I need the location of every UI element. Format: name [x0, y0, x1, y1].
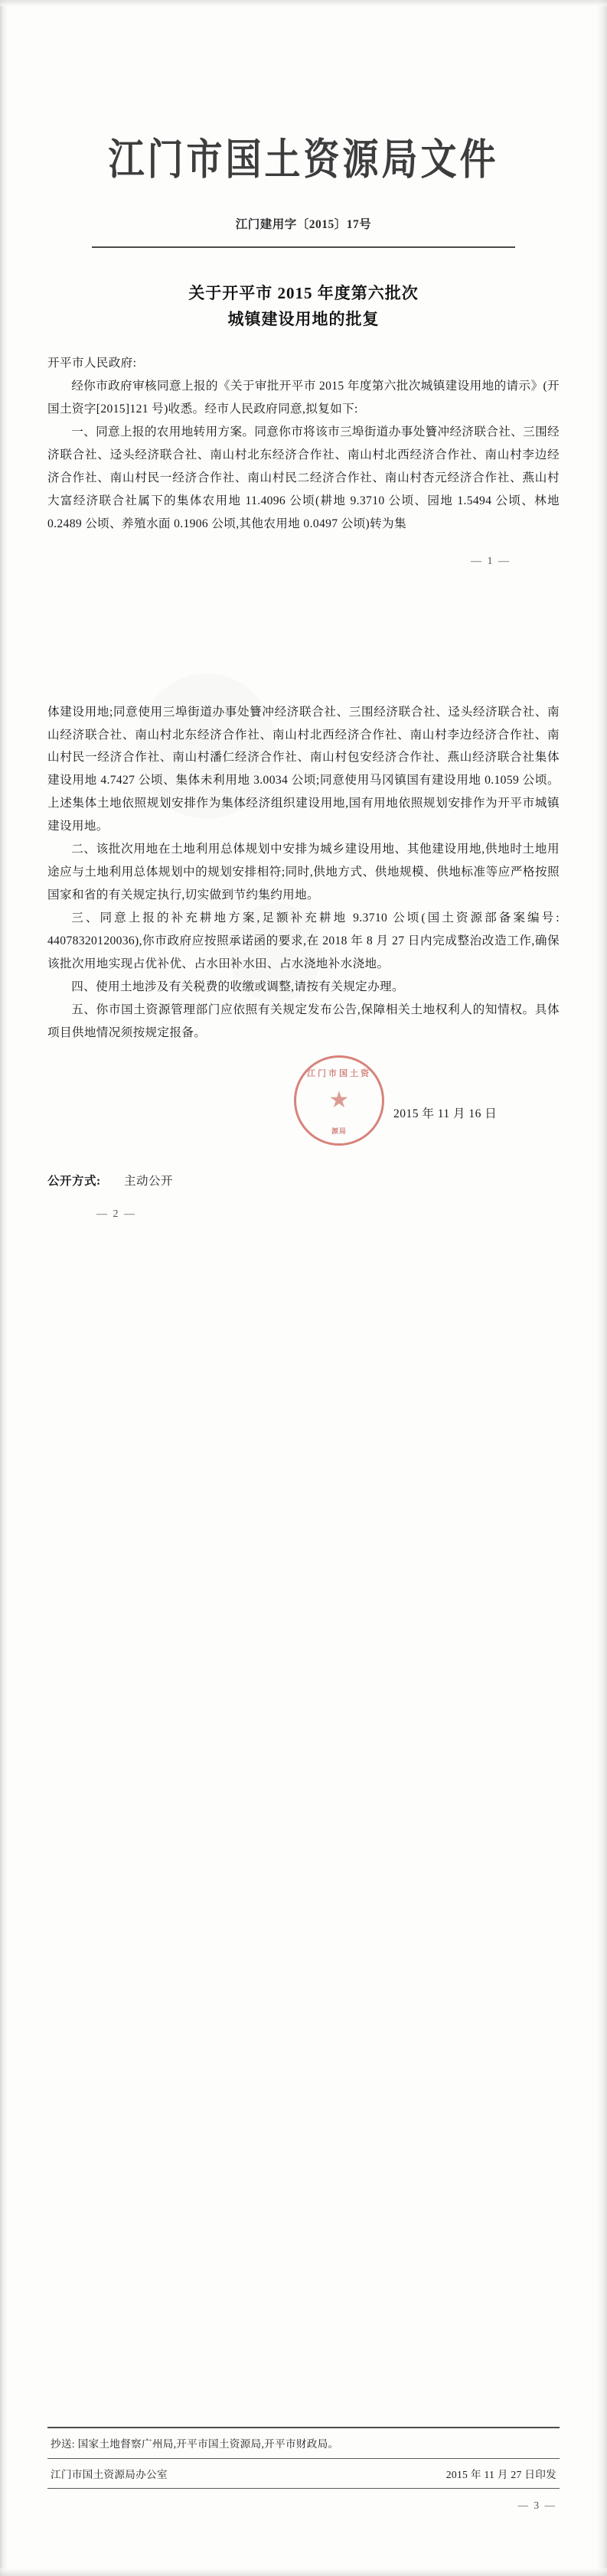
document-number: 江门建用字〔2015〕17号 — [235, 218, 372, 232]
official-red-seal — [294, 1055, 384, 1146]
issuing-authority-title: 江门市国土资源局文件 — [108, 137, 499, 184]
seal-and-date-row — [47, 1055, 560, 1156]
scan-edge-bottom — [0, 2568, 607, 2576]
masthead-divider-rule — [92, 246, 515, 248]
footer-cc-text: 抄送: 国家土地督察广州局,开平市国土资源局,开平市财政局。 — [51, 2438, 339, 2450]
disclosure-label: 公开方式: — [47, 1174, 101, 1188]
body-page-1 — [47, 352, 560, 536]
body-page-2 — [47, 701, 560, 1045]
footer-issue-date: 2015 年 11 月 27 日印发 — [445, 2469, 556, 2480]
footer-issuer: 江门市国土资源局办公室 — [51, 2469, 168, 2480]
article-1-paragraph: 一、同意上报的农用地转用方案。同意你市将该市三埠街道办事处籫冲经济联合社、三围经济联合社、迳头经济联合社、南山村北东经济合作社、南山村北西经济合作社、南山村李边经济合作社、南山村民一经济合作社、南山村民二经济合作社、南山村杏元经济合作社、燕山村大富经济联合社属下的集体农用地 11.4096 公顷(耕地 9.3710 公顷、园地 1.5494 公顷、林地 0.2489 公顷、养殖水面 0.1906 公顷,其他农用地 0.0497 公顷)转为集 — [47, 425, 560, 530]
article-2-paragraph: 二、该批次用地在土地利用总体规划中安排为城乡建设用地、其他建设用地,供地时土地用途应与土地利用总体规划中的规划安排相符;同时,供地方式、供地规模、供地标准等应严格按照国家和省的有关规定执行,切实做到节约集约用地。 — [47, 843, 560, 902]
salutation: 开平市人民政府: — [47, 357, 137, 370]
disclosure-value: 主动公开 — [124, 1174, 174, 1188]
page-1-footer-area — [47, 536, 560, 602]
masthead — [47, 0, 560, 184]
document-subject-title — [47, 280, 560, 332]
disclosure-row — [47, 1172, 560, 1189]
document-footer — [47, 2427, 560, 2512]
subject-line-2: 城镇建设用地的批复 — [227, 310, 380, 329]
page-marker-3: — 3 — — [517, 2499, 556, 2511]
issue-date: 2015 年 11 月 16 日 — [393, 1107, 498, 1120]
seal-star-icon: ★ — [328, 1087, 350, 1113]
page-2-footer-area — [47, 1189, 560, 1242]
article-4-paragraph: 四、使用土地涉及有关税费的收缴或调整,请按有关规定办理。 — [71, 980, 404, 993]
page-marker-2: — 2 — — [96, 1208, 136, 1220]
intro-paragraph: 经你市政府审核同意上报的《关于审批开平市 2015 年度第六批次城镇建设用地的请示》(开国土资字[2015]121 号)收悉。经市人民政府同意,拟复如下: — [47, 380, 560, 416]
seal-bottom-text: 源局 — [331, 1127, 347, 1135]
article-5-paragraph: 五、你市国土资源管理部门应依照有关规定发布公告,保障相关土地权利人的知情权。具体项目供地情况须按规定报备。 — [47, 1003, 560, 1039]
footer-issuer-row — [47, 2459, 560, 2488]
page-break-gap — [47, 602, 560, 701]
seal-inner-ring — [296, 1058, 382, 1143]
page-marker-1: — 1 — — [471, 555, 511, 567]
seal-top-text: 江门市国土资 — [307, 1068, 371, 1078]
article-3-paragraph: 三、同意上报的补充耕地方案,足额补充耕地 9.3710 公顷(国土资源部备案编号: 44078320120036),你市政府应按照承诺函的要求,在 2018 年 8 月 27 日内完成整治改造工作,确保该批次用地实现占优补优、占水田补水田、占水浇地补水浇地。 — [47, 911, 560, 970]
subject-line-1: 关于开平市 2015 年度第六批次 — [188, 284, 419, 303]
document-content — [0, 0, 607, 1242]
article-1-continuation: 体建设用地;同意使用三埠街道办事处籫冲经济联合社、三围经济联合社、迳头经济联合社、南山经济联合社、南山村北东经济合作社、南山村北西经济合作社、南山村李边经济合作社、南山村民一经济合作社、南山村潘仁经济合作社、南山村包安经济合作社、燕山经济联合社集体建设用地 4.7427 公顷、集体未利用地 3.0034 公顷;同意使用马冈镇国有建设用地 0.1059 公顷。上述集体土地依照规划安排作为集体经济组织建设用地,国有用地依照规划安排作为开平市城镇建设用地。 — [47, 705, 560, 833]
